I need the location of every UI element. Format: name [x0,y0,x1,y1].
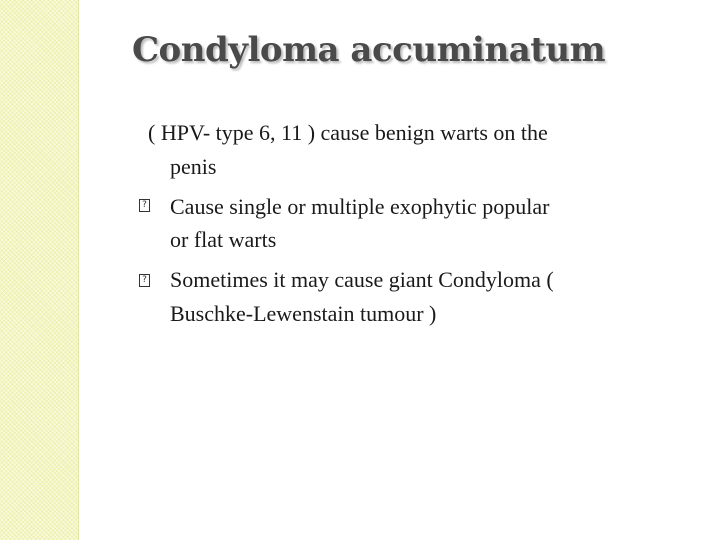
slide-title: Condyloma accuminatum [132,30,606,70]
body-line-4: or flat warts [170,227,277,252]
body-line-3: Cause single or multiple exophytic popular [170,194,550,219]
decorative-side-band [0,0,79,540]
body-line-5: Sometimes it may cause giant Condyloma ( [170,267,554,292]
missing-glyph-box-icon [139,199,150,212]
missing-glyph-box-icon [139,274,150,287]
body-line-1: ( HPV- type 6, 11 ) cause benign warts on the [148,120,548,145]
body-line-6: Buschke-Lewenstain tumour ) [170,301,437,326]
body-line-2: penis [170,154,217,179]
